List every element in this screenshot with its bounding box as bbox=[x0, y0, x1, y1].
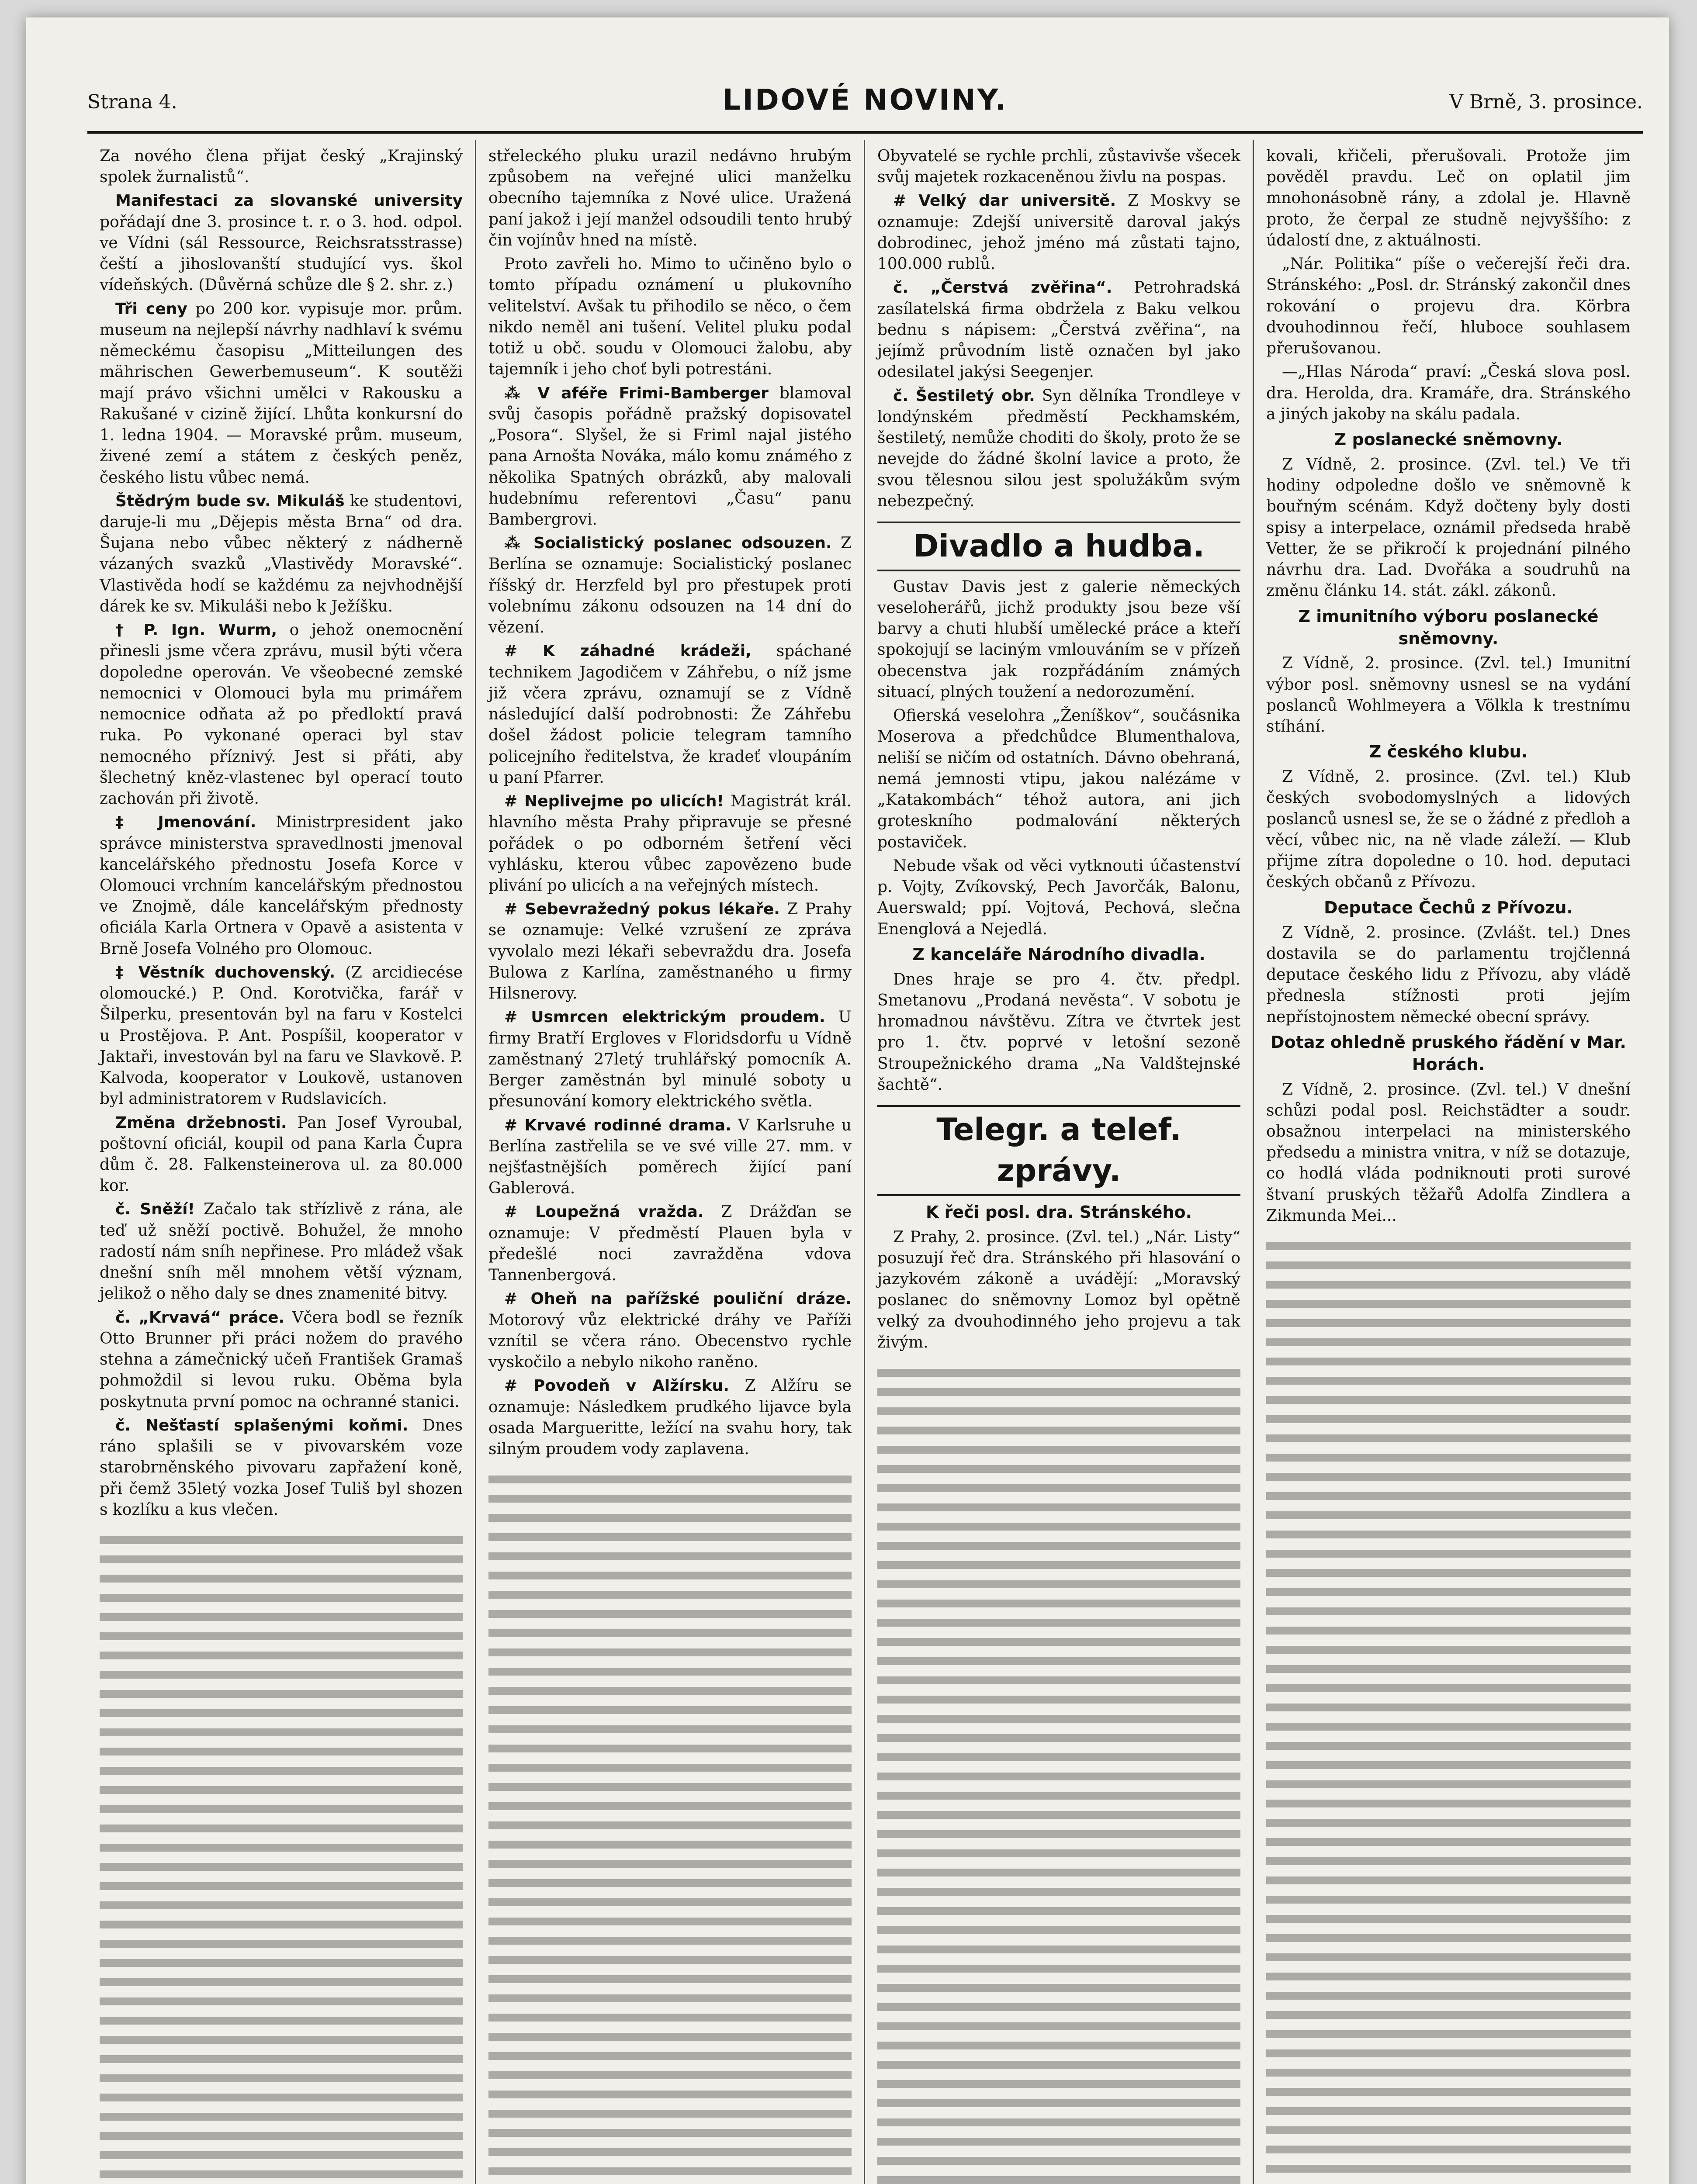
article-text: Ofierská veselohra „Ženíškov“, součásnika Moserova a předchůdce Blumenthalova, neliší se ničím od ostatních. Dávno obehraná, nemá jemnosti vtipu, jakou nalézáme v „Katakombách“ téhož autora, ani jich groteskního podmalování některých postaviček. bbox=[877, 707, 1240, 851]
article-text: Motorový vůz elektrické dráhy ve Paříži vznítil se včera ráno. Obecenstvo rychle vyskočilo a nebylo nikoho raněno. bbox=[488, 1311, 852, 1372]
article-heading: Štědrým bude sv. Mikuláš bbox=[115, 492, 345, 510]
article-text: Z Prahy se oznamuje: Velké vzrušení ze zpráva vyvolalo mezi lékaři sebevraždu dra. Josefa Bulowa z Karlína, zaměstnaného u firmy Hilsnerovy. bbox=[488, 900, 852, 1003]
article-heading: # K záhadné krádeži, bbox=[504, 642, 752, 660]
article-heading: # Krvavé rodinné drama. bbox=[504, 1116, 731, 1134]
article-text: Z Vídně, 2. prosince. (Zvl. tel.) Klub českých svobodomyslných a lidových poslanců usnesl se, že se o žádné z předloh a věcí, vůbec nic, na ně vlade záleží. — Klub přijme zítra dopoledne o 10. hod. deputaci českých občanů z Přívozu. bbox=[1266, 768, 1631, 892]
article-text: po 200 kor. vypisuje mor. prům. museum na nejlepší návrhy nadhlaví k svému německému časopisu „Mitteilungen des mährischen Gewerbemuseum“. K soutěži mají právo všichni umělci v Rakousku a Rakušané v cizině žijící. Lhůta konkursní do 1. ledna 1904. — Moravské prům. museum, živené zemí a státem z českých peněz, českého listu vůbec nemá. bbox=[100, 300, 463, 487]
continued-text-lines bbox=[488, 1464, 852, 2184]
continued-text-lines bbox=[1266, 1231, 1631, 2184]
newspaper-title: LIDOVÉ NOVINY. bbox=[722, 83, 1008, 117]
article-text: Z Vídně, 2. prosince. (Zvl. tel.) V dnešní schůzi podal posl. Reichstädter a soudr. obsažnou interpelaci na ministerského předsedu a ministra vnitra, v níž se dotazuje, co hodlá vláda podniknouti proti surové štvaní pruských těžařů Adolfa Zindlera a Zikmunda Mei... bbox=[1266, 1080, 1631, 1225]
article-text: Z Moskvy se oznamuje: Zdejší universitě daroval jakýs dobrodinec, jehož jméno má zůstati tajno, 100.000 rublů. bbox=[877, 192, 1240, 273]
article-text: Za nového člena přijat český „Krajinský spolek žurnalistů“. bbox=[100, 147, 463, 187]
column-4 bbox=[1254, 140, 1643, 2184]
article-text: o jehož onemocnění přinesli jsme včera zprávu, musil býti včera dopoledne operován. Ve všeobecné zemské nemocnici v Olomouci byla mu primářem nemocnice odňata až po předloktí pravá ruka. Po vykonané operaci byl stav nemocného příznivý. Jest si přáti, aby šlechetný kněz-vlastenec byl operací touto zachován při životě. bbox=[100, 621, 463, 808]
article-text: Z Vídně, 2. prosince. (Zvlášt. tel.) Dnes dostavila se do parlamentu trojčlenná deputace českého lidu z Přívozu, aby vládě přednesla stížnosti proti jejím nepřístojnostem německé obecní správy. bbox=[1266, 923, 1631, 1026]
article-text: V Karlsruhe u Berlína zastřelila se ve své ville 27. mm. v nejšťastnějších poměrech žijící paní Gablerová. bbox=[488, 1116, 852, 1198]
article-heading: č. Nešťastí splašenými koňmi. bbox=[115, 1416, 409, 1434]
article-heading: # Neplivejme po ulicích! bbox=[504, 792, 724, 811]
article-text: Z Vídně, 2. prosince. (Zvl. tel.) Ve tři hodiny odpoledne došlo ve sněmovně k bouřným scénám. Když dočteny byly dosti spisy a interpelace, oznámil předseda hrabě Vetter, že se přikročí k projednání pilného návrhu dra. Lad. Dvořáka a soudruhů na změnu článku 14. stát. zákl. zákonů. bbox=[1266, 455, 1631, 600]
article-text: (Z arcidiecése olomoucké.) P. Ond. Korotvička, farář v Šilperku, presentován byl na faru v Kostelci u Prostějova. P. Ant. Pospíšil, kooperator v Jaktaři, investován byl na faru ve Slavkově. P. Kalvoda, kooperator v Loukově, ustanoven byl administratorem v Rudslavicích. bbox=[100, 963, 463, 1108]
article-text: Začalo tak střízlivě z rána, ale teď už sněží poctivě. Bohužel, že mnoho radostí nám sníh nepřinese. Pro mládež však dnešní sníh měl mnohem větší význam, jelikož o něho daly se dnes znamenité bitvy. bbox=[100, 1200, 463, 1303]
column-3 bbox=[865, 140, 1254, 2184]
article-text: Syn dělníka Trondleye v londýnském předměstí Peckhamském, šestiletý, nemůže choditi do školy, proto že se nevejde do žádné školní lavice a proto, že svou tělesnou silou jest spolužákům svým nebezpečný. bbox=[877, 387, 1240, 510]
article-heading: ⁂ Socialistický poslanec odsouzen. bbox=[504, 534, 832, 553]
article-heading: ‡ Věstník duchovenský. bbox=[115, 963, 336, 981]
article-heading: č. „Krvavá“ práce. bbox=[115, 1308, 285, 1327]
article-text: Dnes hraje se pro 4. čtv. předpl. Smetanovu „Prodaná nevěsta“. V sobotu je hromadnou návštěvu. Zítra ve čtvrtek jest pro 1. čtv. poprvé v letošní sezoně Stroupežnického drama „Na Valdštejnské šachtě“. bbox=[877, 970, 1240, 1094]
article-text: Obyvatelé se rychle prchli, zůstavivše všecek svůj majetek rozkaceněnou živlu na pospas. bbox=[877, 147, 1240, 187]
section-banner-telegrams: Telegr. a telef. zprávy. bbox=[877, 1105, 1240, 1196]
section-banner-theatre: Divadlo a hudba. bbox=[877, 522, 1240, 571]
article-heading: # Sebevražedný pokus lékaře. bbox=[504, 900, 780, 919]
section-heading: K řeči posl. dra. Stránského. bbox=[925, 1202, 1192, 1222]
article-text: Včera bodl se řezník Otto Brunner při práci nožem do pravého stehna a zámečnický učeň František Gramaš pohmoždil si levou ruku. Oběma byla poskytnuta první pomoc na ochranné stanici. bbox=[100, 1308, 463, 1411]
continued-text-lines bbox=[100, 1525, 463, 2184]
article-heading: č. Šestiletý obr. bbox=[893, 387, 1035, 405]
article-text: Pan Josef Vyroubal, poštovní oficiál, koupil od pana Karla Čupra dům č. 28. Falkensteinerova ul. za 80.000 kor. bbox=[100, 1113, 463, 1195]
article-heading: # Povodeň v Alžírsku. bbox=[504, 1377, 729, 1395]
article-text: Dnes ráno splašili se v pivovarském voze starobrněnského pivovaru zapřažení koně, při čemž 35letý vozka Josef Tuliš byl shozen s kozlíku a kus vlečen. bbox=[100, 1416, 463, 1519]
article-text: Nebude však od věci vytknouti účastenství p. Vojty, Zvíkovský, Pech Javorčák, Balonu, Auerswald; ppí. Vojtová, Pechová, slečna Enenglová a Nejedlá. bbox=[877, 857, 1240, 938]
article-text: Proto zavřeli ho. Mimo to učiněno bylo o tomto případu oznámení u plukovního velitelství. Avšak tu přihodilo se něco, o čem nikdo neměl ani tušení. Velitel pluku podal totiž u obč. soudu v Olomouci žalobu, aby tajemník i jeho choť byli potrestáni. bbox=[488, 255, 852, 379]
article-heading: # Velký dar universitě. bbox=[893, 192, 1116, 210]
article-text: Ministrpresident jako správce ministerstva spravedlnosti jmenoval kancelářského přednostu Josefa Korce v Olomouci vrchním kancelářským přednostou ve Znojmě, dále kancelářským přednosty oficiála Karla Ortnera v Opavě a asistenta v Brně Josefa Volného pro Olomouc. bbox=[100, 813, 463, 958]
section-heading: Dotaz ohledně pruského řádění v Mar. Horách. bbox=[1271, 1032, 1626, 1074]
article-text: U firmy Bratří Ergloves v Floridsdorfu u Vídně zaměstnaný 27letý truhlářský pomocník A. Berger zaměstnán byl minulé soboty u přesunování komory elektrického světla. bbox=[488, 1008, 852, 1111]
article-heading: Tři ceny bbox=[115, 300, 187, 318]
section-heading: Z českého klubu. bbox=[1369, 742, 1528, 762]
section-heading: Z kanceláře Národního divadla. bbox=[912, 944, 1205, 964]
article-heading: Změna držebnosti. bbox=[115, 1113, 287, 1132]
article-text: střeleckého pluku urazil nedávno hrubým způsobem na veřejné ulici manželku obecního tajemníka z Nové ulice. Uražená paní jakož i její manžel odsoudili tento hrubý čin vojínův hned na místě. bbox=[488, 147, 852, 249]
article-heading: č. „Čerstvá zvěřina“. bbox=[893, 279, 1112, 297]
article-heading: Manifestaci za slovanské university bbox=[115, 192, 463, 210]
article-text: —„Hlas Národa“ praví: „Česká slova posl. dra. Herolda, dra. Kramáře, dra. Stránského a jiných jakoby na skálu padala. bbox=[1266, 363, 1631, 423]
newspaper-page bbox=[26, 17, 1669, 2184]
article-heading: ‡ Jmenování. bbox=[115, 813, 256, 832]
continued-text-lines bbox=[877, 1358, 1240, 2184]
article-text: spáchané technikem Jagodičem v Záhřebu, o níž jsme již včera zprávu, oznamují se z Vídně následující další podrobnosti: Že Záhřebu došel žádost policie telegram tamního policejního ředitelstva, že kradeť vloupáním u paní Pfarrer. bbox=[488, 642, 852, 787]
article-text: Z Prahy, 2. prosince. (Zvl. tel.) „Nár. Listy“ posuzují řeč dra. Stránského při hlasování o jazykovém zákoně a uvádějí: „Moravský poslanec do sněmovny Lomoz byl opětně velký za dvouhodinného jeho projevu a tak živým. bbox=[877, 1228, 1240, 1351]
article-text: Gustav Davis jest z galerie německých veseloherářů, jichž produkty jsou beze vší barvy a chuti hlubší umělecké práce a kteří spokojují se laciným vmlouváním se v přízeň obecenstva jak rozpřádáním známých situací, plných toužení a nedorozumění. bbox=[877, 577, 1240, 701]
article-heading: # Loupežná vražda. bbox=[504, 1203, 704, 1221]
section-heading: Z imunitního výboru poslanecké sněmovny. bbox=[1298, 606, 1599, 648]
article-text: ke studentovi, daruje-li mu „Dějepis města Brna“ od dra. Šujana nebo vůbec některý z nádherně vázaných svazků „Vlastivědy Moravské“. Vlastivěda hodí se každému za nejvhodnější dárek ke sv. Mikuláši nebo k Ježíšku. bbox=[100, 492, 463, 615]
article-heading: # Oheň na pařížské pouliční dráze. bbox=[504, 1290, 852, 1308]
article-columns bbox=[87, 140, 1643, 2184]
article-text: Z Drážďan se oznamuje: V předměstí Plauen byla v předešlé noci zavražděna vdova Tannenbergová. bbox=[488, 1203, 852, 1285]
issue-date: V Brně, 3. prosince. bbox=[1449, 91, 1643, 113]
article-heading: č. Sněží! bbox=[115, 1200, 195, 1219]
article-text: Z Vídně, 2. prosince. (Zvl. tel.) Imunitní výbor posl. sněmovny usnesl se na vydání poslanců Wohlmeyera a Völkla k trestnímu stíhání. bbox=[1266, 654, 1631, 736]
article-text: Magistrát král. hlavního města Prahy připravuje se přesné pořádek o po odborném šetření věci vyhlásku, kterou vůbec zapovězeno bude plivání po ulicích a na veřejných místech. bbox=[488, 792, 852, 895]
article-text: blamoval svůj časopis pořádně pražský dopisovatel „Posora“. Slyšel, že si Friml najal jistého pana Arnošta Nováka, málo komu známého z několika Spatných obrázků, aby malovali hudebnímu referentovi „Času“ panu Bambergrovi. bbox=[488, 384, 852, 529]
article-heading: ⁂ V aféře Frimi-Bamberger bbox=[504, 384, 769, 402]
section-heading: Deputace Čechů z Přívozu. bbox=[1324, 898, 1573, 917]
article-text: pořádají dne 3. prosince t. r. o 3. hod. odpol. ve Vídni (sál Ressource, Reichsratsstrasse) čeští a jihoslovanští studující vys. škol vídeňských. (Důvěrná schůze dle § 2. shr. z.) bbox=[100, 213, 463, 294]
article-text: Petrohradská zasílatelská firma obdržela z Baku velkou bednu s nápisem: „Čerstvá zvěřina“, na jejímž průvodním listě označen byl jako odesilatel jakýsi Seegenjer. bbox=[877, 279, 1240, 381]
column-2 bbox=[476, 140, 865, 2184]
article-text: Z Berlína se oznamuje: Socialistický poslanec říšský dr. Herzfeld byl pro přestupek proti volebnímu zákonu odsouzen na 14 dní do vězení. bbox=[488, 534, 852, 637]
article-text: Z Alžíru se oznamuje: Následkem prudkého lijavce byla osada Margueritte, ležící na svahu hory, tak silným proudem vody zaplavena. bbox=[488, 1377, 852, 1458]
masthead bbox=[87, 79, 1643, 134]
article-text: kovali, křičeli, přerušovali. Protože jim pověděl pravdu. Leč on oplatil jim mnohonásobně rány, a zdolal je. Hlavně proto, že čerpal ze studně nejvyššího: z údalostí dne, z aktuálnosti. bbox=[1266, 147, 1631, 249]
article-heading: # Usmrcen elektrickým proudem. bbox=[504, 1008, 825, 1026]
article-text: „Nár. Politika“ píše o večerejší řeči dra. Stránského: „Posl. dr. Stránský zakončil dnes rokování o projevu dra. Körbra dvouhodinnou řečí, hluboce souhlasem přerušovanou. bbox=[1266, 255, 1631, 358]
column-1 bbox=[87, 140, 476, 2184]
article-heading: † P. Ign. Wurm, bbox=[115, 621, 277, 639]
section-heading: Z poslanecké sněmovny. bbox=[1334, 430, 1563, 449]
page-number: Strana 4. bbox=[87, 91, 177, 113]
